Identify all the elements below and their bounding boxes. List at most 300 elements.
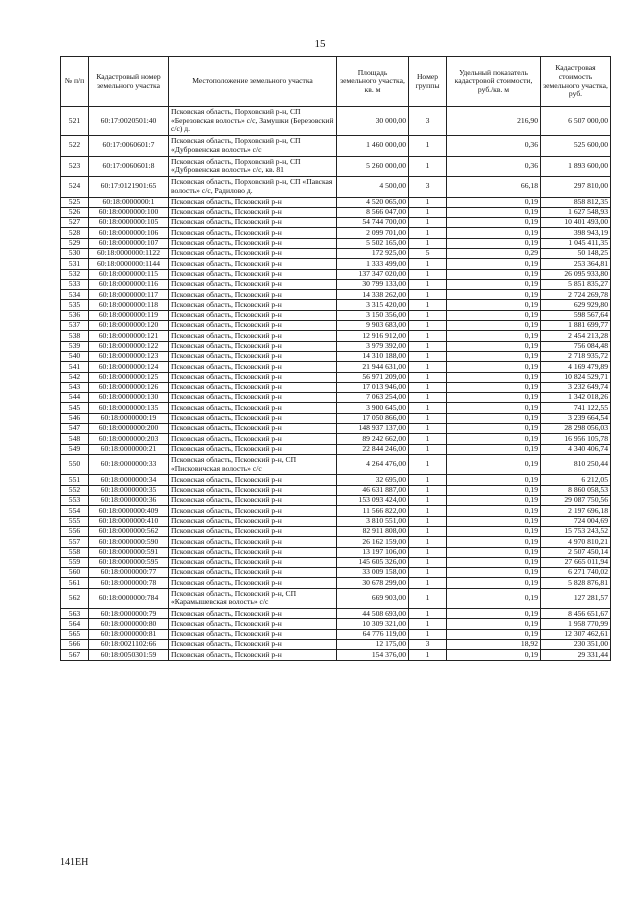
cell-location: Псковская область, Псковский р-н bbox=[169, 321, 337, 331]
cell-area: 21 944 631,00 bbox=[337, 362, 409, 372]
cell-unit-cost: 0,19 bbox=[447, 228, 541, 238]
cell-area: 5 502 165,00 bbox=[337, 238, 409, 248]
cell-cadastral: 60:18:0000000:1 bbox=[89, 197, 169, 207]
table-row bbox=[61, 136, 611, 157]
cell-unit-cost: 0,19 bbox=[447, 526, 541, 536]
cell-group: 1 bbox=[409, 393, 447, 403]
cell-group: 1 bbox=[409, 279, 447, 289]
page-number: 15 bbox=[314, 38, 326, 50]
cell-cost: 398 943,19 bbox=[541, 228, 611, 238]
cell-num: 528 bbox=[61, 228, 89, 238]
table-row bbox=[61, 454, 611, 475]
table-row bbox=[61, 207, 611, 217]
cell-num: 548 bbox=[61, 434, 89, 444]
footer-code: 141EH bbox=[60, 857, 89, 868]
cell-cadastral: 60:18:0000000:81 bbox=[89, 629, 169, 639]
cell-location: Псковская область, Псковский р-н bbox=[169, 269, 337, 279]
header-group: Номер группы bbox=[409, 57, 447, 107]
cell-unit-cost: 0,19 bbox=[447, 362, 541, 372]
cell-num: 535 bbox=[61, 300, 89, 310]
cell-group: 1 bbox=[409, 403, 447, 413]
cell-area: 3 900 645,00 bbox=[337, 403, 409, 413]
cell-unit-cost: 0,19 bbox=[447, 413, 541, 423]
cell-location: Псковская область, Псковский р-н bbox=[169, 516, 337, 526]
cell-location: Псковская область, Псковский р-н bbox=[169, 218, 337, 228]
cell-unit-cost: 0,36 bbox=[447, 156, 541, 177]
cell-area: 1 333 499,00 bbox=[337, 259, 409, 269]
table-row bbox=[61, 629, 611, 639]
cell-num: 521 bbox=[61, 107, 89, 136]
cell-unit-cost: 0,19 bbox=[447, 372, 541, 382]
cell-group: 1 bbox=[409, 413, 447, 423]
cell-area: 46 631 887,00 bbox=[337, 485, 409, 495]
cell-cadastral: 60:18:0000000:126 bbox=[89, 382, 169, 392]
cell-group: 1 bbox=[409, 537, 447, 547]
header-num: № п/п bbox=[61, 57, 89, 107]
cell-area: 64 776 119,00 bbox=[337, 629, 409, 639]
cell-location: Псковская область, Псковский р-н bbox=[169, 496, 337, 506]
cell-location: Псковская область, Псковский р-н bbox=[169, 300, 337, 310]
cell-cost: 26 095 933,80 bbox=[541, 269, 611, 279]
cell-area: 154 376,00 bbox=[337, 650, 409, 660]
header-area: Площадь земельного участка, кв. м bbox=[337, 57, 409, 107]
cell-cost: 230 351,00 bbox=[541, 640, 611, 650]
cell-group: 3 bbox=[409, 640, 447, 650]
cell-unit-cost: 0,19 bbox=[447, 475, 541, 485]
cell-cadastral: 60:18:0000000:121 bbox=[89, 331, 169, 341]
cell-num: 525 bbox=[61, 197, 89, 207]
header-cost: Кадастровая стоимость земельного участка, руб. bbox=[541, 57, 611, 107]
cell-unit-cost: 0,19 bbox=[447, 238, 541, 248]
table-row bbox=[61, 650, 611, 660]
cell-group: 1 bbox=[409, 238, 447, 248]
cell-cadastral: 60:17:0060601:7 bbox=[89, 136, 169, 157]
cell-num: 565 bbox=[61, 629, 89, 639]
cell-location: Псковская область, Псковский р-н bbox=[169, 640, 337, 650]
cell-num: 554 bbox=[61, 506, 89, 516]
cell-area: 9 903 683,00 bbox=[337, 321, 409, 331]
cell-cadastral: 60:18:0000000:105 bbox=[89, 218, 169, 228]
cell-unit-cost: 0,19 bbox=[447, 629, 541, 639]
cell-group: 1 bbox=[409, 629, 447, 639]
cell-num: 553 bbox=[61, 496, 89, 506]
table-row bbox=[61, 228, 611, 238]
table-row bbox=[61, 537, 611, 547]
cell-cost: 1 958 770,99 bbox=[541, 619, 611, 629]
cell-unit-cost: 0,19 bbox=[447, 516, 541, 526]
cell-location: Псковская область, Псковский р-н bbox=[169, 650, 337, 660]
cell-cost: 6 212,05 bbox=[541, 475, 611, 485]
cell-group: 1 bbox=[409, 434, 447, 444]
cell-group: 1 bbox=[409, 382, 447, 392]
cell-num: 522 bbox=[61, 136, 89, 157]
cell-cost: 2 197 696,18 bbox=[541, 506, 611, 516]
cell-cost: 29 087 750,56 bbox=[541, 496, 611, 506]
cell-group: 1 bbox=[409, 475, 447, 485]
cell-group: 1 bbox=[409, 485, 447, 495]
cell-num: 537 bbox=[61, 321, 89, 331]
cell-group: 1 bbox=[409, 454, 447, 475]
cell-num: 523 bbox=[61, 156, 89, 177]
cell-location: Псковская область, Псковский р-н bbox=[169, 547, 337, 557]
cell-unit-cost: 0,19 bbox=[447, 434, 541, 444]
cell-unit-cost: 0,19 bbox=[447, 300, 541, 310]
cell-cost: 10 824 529,71 bbox=[541, 372, 611, 382]
cell-cost: 27 665 011,94 bbox=[541, 557, 611, 567]
cell-cost: 50 148,25 bbox=[541, 248, 611, 258]
cell-cost: 1 893 600,00 bbox=[541, 156, 611, 177]
cell-cadastral: 60:18:0000000:117 bbox=[89, 290, 169, 300]
cell-area: 4 520 065,00 bbox=[337, 197, 409, 207]
cell-unit-cost: 0,19 bbox=[447, 444, 541, 454]
cell-location: Псковская область, Псковский р-н bbox=[169, 557, 337, 567]
cell-unit-cost: 0,19 bbox=[447, 321, 541, 331]
cell-location: Псковская область, Псковский р-н bbox=[169, 362, 337, 372]
cell-area: 8 566 047,00 bbox=[337, 207, 409, 217]
table-row bbox=[61, 424, 611, 434]
header-location: Местоположение земельного участка bbox=[169, 57, 337, 107]
cell-unit-cost: 0,19 bbox=[447, 197, 541, 207]
cell-unit-cost: 0,19 bbox=[447, 537, 541, 547]
cell-group: 1 bbox=[409, 310, 447, 320]
cell-area: 26 162 159,00 bbox=[337, 537, 409, 547]
cell-location: Псковская область, Псковский р-н bbox=[169, 279, 337, 289]
cell-location: Псковская область, Псковский р-н bbox=[169, 372, 337, 382]
cell-cadastral: 60:18:0000000:1144 bbox=[89, 259, 169, 269]
table-row bbox=[61, 156, 611, 177]
cell-location: Псковская область, Псковский р-н bbox=[169, 310, 337, 320]
cell-cost: 4 340 406,74 bbox=[541, 444, 611, 454]
cell-location: Псковская область, Псковский р-н bbox=[169, 351, 337, 361]
table-row bbox=[61, 578, 611, 588]
cell-cost: 28 298 056,03 bbox=[541, 424, 611, 434]
cell-group: 1 bbox=[409, 259, 447, 269]
cell-unit-cost: 0,19 bbox=[447, 331, 541, 341]
cell-location: Псковская область, Псковский р-н bbox=[169, 413, 337, 423]
table-row bbox=[61, 351, 611, 361]
cell-location: Псковская область, Псковский р-н bbox=[169, 475, 337, 485]
cell-cadastral: 60:18:0000000:409 bbox=[89, 506, 169, 516]
cell-cost: 598 567,64 bbox=[541, 310, 611, 320]
cell-cadastral: 60:17:0020501:40 bbox=[89, 107, 169, 136]
cell-area: 3 979 392,00 bbox=[337, 341, 409, 351]
cell-cadastral: 60:18:0000000:590 bbox=[89, 537, 169, 547]
cell-unit-cost: 0,19 bbox=[447, 341, 541, 351]
cell-area: 10 309 321,00 bbox=[337, 619, 409, 629]
cell-area: 2 099 701,00 bbox=[337, 228, 409, 238]
table-body bbox=[61, 107, 611, 661]
cell-num: 551 bbox=[61, 475, 89, 485]
cell-cost: 6 507 000,00 bbox=[541, 107, 611, 136]
cadastral-table bbox=[60, 56, 611, 661]
table-row bbox=[61, 331, 611, 341]
cell-cost: 3 239 664,54 bbox=[541, 413, 611, 423]
cell-location: Псковская область, Псковский р-н bbox=[169, 629, 337, 639]
cell-location: Псковская область, Псковский р-н bbox=[169, 537, 337, 547]
cell-cost: 629 929,80 bbox=[541, 300, 611, 310]
cell-location: Псковская область, Псковский р-н bbox=[169, 403, 337, 413]
cell-group: 1 bbox=[409, 207, 447, 217]
cell-location: Псковская область, Псковский р-н bbox=[169, 506, 337, 516]
cell-cadastral: 60:18:0000000:80 bbox=[89, 619, 169, 629]
cell-location: Псковская область, Псковский р-н bbox=[169, 248, 337, 258]
table-row bbox=[61, 640, 611, 650]
cell-area: 3 150 356,00 bbox=[337, 310, 409, 320]
cell-area: 17 013 946,00 bbox=[337, 382, 409, 392]
cell-location: Псковская область, Псковский р-н bbox=[169, 578, 337, 588]
cell-group: 3 bbox=[409, 177, 447, 198]
table-row bbox=[61, 341, 611, 351]
cell-cadastral: 60:18:0000000:135 bbox=[89, 403, 169, 413]
table-header-row bbox=[61, 57, 611, 107]
cell-cadastral: 60:18:0000000:784 bbox=[89, 588, 169, 609]
cell-location: Псковская область, Псковский р-н bbox=[169, 393, 337, 403]
table-row bbox=[61, 300, 611, 310]
cell-group: 1 bbox=[409, 506, 447, 516]
cell-unit-cost: 18,92 bbox=[447, 640, 541, 650]
cell-cadastral: 60:18:0000000:123 bbox=[89, 351, 169, 361]
cell-group: 1 bbox=[409, 424, 447, 434]
cell-num: 534 bbox=[61, 290, 89, 300]
cell-cadastral: 60:18:0000000:119 bbox=[89, 310, 169, 320]
cell-unit-cost: 0,19 bbox=[447, 454, 541, 475]
cell-num: 541 bbox=[61, 362, 89, 372]
cell-location: Псковская область, Порховский р-н, СП «Павская волость» с/с, Радилово д. bbox=[169, 177, 337, 198]
cell-location: Псковская область, Порховский р-н, СП «Дубровенская волость» с/с bbox=[169, 136, 337, 157]
cell-num: 530 bbox=[61, 248, 89, 258]
cell-unit-cost: 0,19 bbox=[447, 269, 541, 279]
cell-area: 12 916 912,00 bbox=[337, 331, 409, 341]
cell-cadastral: 60:18:0000000:130 bbox=[89, 393, 169, 403]
cell-area: 44 508 693,00 bbox=[337, 609, 409, 619]
cell-area: 54 744 700,00 bbox=[337, 218, 409, 228]
cell-cadastral: 60:17:0060601:8 bbox=[89, 156, 169, 177]
cell-cost: 12 307 462,61 bbox=[541, 629, 611, 639]
cell-group: 1 bbox=[409, 568, 447, 578]
cell-cadastral: 60:18:0000000:120 bbox=[89, 321, 169, 331]
cell-group: 1 bbox=[409, 156, 447, 177]
cell-group: 1 bbox=[409, 197, 447, 207]
cell-cost: 253 364,81 bbox=[541, 259, 611, 269]
table-row bbox=[61, 279, 611, 289]
cell-cost: 4 970 810,21 bbox=[541, 537, 611, 547]
cell-cost: 1 881 699,77 bbox=[541, 321, 611, 331]
table-row bbox=[61, 238, 611, 248]
table-row bbox=[61, 516, 611, 526]
cell-cost: 8 456 651,67 bbox=[541, 609, 611, 619]
cell-unit-cost: 0,19 bbox=[447, 382, 541, 392]
cell-num: 546 bbox=[61, 413, 89, 423]
table-row bbox=[61, 197, 611, 207]
cell-location: Псковская область, Псковский р-н bbox=[169, 434, 337, 444]
cell-cost: 16 956 105,78 bbox=[541, 434, 611, 444]
cell-unit-cost: 0,19 bbox=[447, 218, 541, 228]
header-cadastral: Кадастровый номер земельного участка bbox=[89, 57, 169, 107]
cell-group: 1 bbox=[409, 516, 447, 526]
cell-cadastral: 60:18:0000000:562 bbox=[89, 526, 169, 536]
cell-location: Псковская область, Псковский р-н bbox=[169, 207, 337, 217]
cell-cadastral: 60:18:0000000:35 bbox=[89, 485, 169, 495]
cell-area: 32 695,00 bbox=[337, 475, 409, 485]
cell-unit-cost: 0,19 bbox=[447, 485, 541, 495]
cell-num: 545 bbox=[61, 403, 89, 413]
cell-num: 539 bbox=[61, 341, 89, 351]
cell-cost: 1 045 411,35 bbox=[541, 238, 611, 248]
table-row bbox=[61, 372, 611, 382]
cell-num: 540 bbox=[61, 351, 89, 361]
cell-num: 544 bbox=[61, 393, 89, 403]
cell-location: Псковская область, Псковский р-н bbox=[169, 238, 337, 248]
cell-area: 30 678 299,00 bbox=[337, 578, 409, 588]
cell-area: 7 063 254,00 bbox=[337, 393, 409, 403]
cell-num: 542 bbox=[61, 372, 89, 382]
table-row bbox=[61, 413, 611, 423]
cell-group: 1 bbox=[409, 557, 447, 567]
cell-num: 524 bbox=[61, 177, 89, 198]
cell-area: 148 937 137,00 bbox=[337, 424, 409, 434]
cell-cadastral: 60:18:0000000:410 bbox=[89, 516, 169, 526]
cell-num: 550 bbox=[61, 454, 89, 475]
cell-cost: 15 753 243,52 bbox=[541, 526, 611, 536]
cell-area: 5 260 000,00 bbox=[337, 156, 409, 177]
cell-group: 1 bbox=[409, 588, 447, 609]
cell-cost: 2 454 213,28 bbox=[541, 331, 611, 341]
cell-num: 559 bbox=[61, 557, 89, 567]
cell-unit-cost: 0,19 bbox=[447, 650, 541, 660]
cell-cost: 8 860 058,53 bbox=[541, 485, 611, 495]
cell-cost: 2 724 269,78 bbox=[541, 290, 611, 300]
cell-num: 526 bbox=[61, 207, 89, 217]
cell-cost: 29 331,44 bbox=[541, 650, 611, 660]
cell-cadastral: 60:18:0000000:595 bbox=[89, 557, 169, 567]
cell-cadastral: 60:18:0000000:200 bbox=[89, 424, 169, 434]
cell-group: 1 bbox=[409, 526, 447, 536]
table-row bbox=[61, 547, 611, 557]
cell-location: Псковская область, Псковский р-н bbox=[169, 331, 337, 341]
table-row bbox=[61, 403, 611, 413]
cell-unit-cost: 0,19 bbox=[447, 557, 541, 567]
cell-group: 1 bbox=[409, 650, 447, 660]
cell-group: 1 bbox=[409, 444, 447, 454]
table-row bbox=[61, 557, 611, 567]
cell-location: Псковская область, Псковский р-н bbox=[169, 485, 337, 495]
table-row bbox=[61, 609, 611, 619]
cell-unit-cost: 216,90 bbox=[447, 107, 541, 136]
cell-cost: 2 718 935,72 bbox=[541, 351, 611, 361]
cell-cadastral: 60:18:0000000:33 bbox=[89, 454, 169, 475]
cell-num: 566 bbox=[61, 640, 89, 650]
cell-area: 14 310 188,00 bbox=[337, 351, 409, 361]
cell-unit-cost: 66,18 bbox=[447, 177, 541, 198]
cell-unit-cost: 0,19 bbox=[447, 351, 541, 361]
cell-cadastral: 60:18:0000000:122 bbox=[89, 341, 169, 351]
cell-group: 3 bbox=[409, 107, 447, 136]
table-row bbox=[61, 444, 611, 454]
cell-area: 145 605 326,00 bbox=[337, 557, 409, 567]
cell-num: 543 bbox=[61, 382, 89, 392]
cell-location: Псковская область, Псковский р-н bbox=[169, 568, 337, 578]
cell-num: 529 bbox=[61, 238, 89, 248]
table-row bbox=[61, 496, 611, 506]
cell-area: 172 925,00 bbox=[337, 248, 409, 258]
cell-unit-cost: 0,29 bbox=[447, 248, 541, 258]
table-row bbox=[61, 588, 611, 609]
cell-num: 538 bbox=[61, 331, 89, 341]
table-row bbox=[61, 485, 611, 495]
cell-group: 1 bbox=[409, 218, 447, 228]
cell-group: 1 bbox=[409, 228, 447, 238]
cell-cadastral: 60:18:0050301:59 bbox=[89, 650, 169, 660]
table-row bbox=[61, 177, 611, 198]
cell-cadastral: 60:17:0121901:65 bbox=[89, 177, 169, 198]
cell-cost: 756 084,48 bbox=[541, 341, 611, 351]
cell-group: 1 bbox=[409, 269, 447, 279]
cell-area: 3 810 551,00 bbox=[337, 516, 409, 526]
cell-cadastral: 60:18:0021102:66 bbox=[89, 640, 169, 650]
table-row bbox=[61, 107, 611, 136]
cell-cost: 10 401 493,00 bbox=[541, 218, 611, 228]
cell-cadastral: 60:18:0000000:100 bbox=[89, 207, 169, 217]
cell-location: Псковская область, Псковский р-н, СП «Писковичская волость» с/с bbox=[169, 454, 337, 475]
table-row bbox=[61, 321, 611, 331]
table-row bbox=[61, 269, 611, 279]
cell-cadastral: 60:18:0000000:34 bbox=[89, 475, 169, 485]
cell-group: 1 bbox=[409, 578, 447, 588]
cell-cadastral: 60:18:0000000:106 bbox=[89, 228, 169, 238]
cell-area: 82 911 808,00 bbox=[337, 526, 409, 536]
cell-num: 531 bbox=[61, 259, 89, 269]
cell-area: 13 197 106,00 bbox=[337, 547, 409, 557]
cell-location: Псковская область, Псковский р-н bbox=[169, 619, 337, 629]
cell-num: 533 bbox=[61, 279, 89, 289]
cell-location: Псковская область, Псковский р-н bbox=[169, 526, 337, 536]
cell-area: 3 315 420,00 bbox=[337, 300, 409, 310]
cell-num: 532 bbox=[61, 269, 89, 279]
cell-num: 564 bbox=[61, 619, 89, 629]
cell-area: 30 799 133,00 bbox=[337, 279, 409, 289]
cell-cost: 810 250,44 bbox=[541, 454, 611, 475]
cell-num: 527 bbox=[61, 218, 89, 228]
table-row bbox=[61, 568, 611, 578]
cell-group: 1 bbox=[409, 341, 447, 351]
cell-cost: 1 342 018,26 bbox=[541, 393, 611, 403]
cell-area: 17 050 866,00 bbox=[337, 413, 409, 423]
cell-cadastral: 60:18:0000000:19 bbox=[89, 413, 169, 423]
cell-location: Псковская область, Псковский р-н bbox=[169, 382, 337, 392]
cell-location: Псковская область, Псковский р-н bbox=[169, 259, 337, 269]
cell-cost: 525 600,00 bbox=[541, 136, 611, 157]
table-row bbox=[61, 526, 611, 536]
cell-num: 563 bbox=[61, 609, 89, 619]
cell-cost: 741 122,55 bbox=[541, 403, 611, 413]
cell-cadastral: 60:18:0000000:591 bbox=[89, 547, 169, 557]
cell-unit-cost: 0,19 bbox=[447, 393, 541, 403]
cell-unit-cost: 0,19 bbox=[447, 207, 541, 217]
cell-group: 1 bbox=[409, 331, 447, 341]
cell-location: Псковская область, Псковский р-н bbox=[169, 197, 337, 207]
cell-area: 33 009 158,00 bbox=[337, 568, 409, 578]
cell-group: 1 bbox=[409, 351, 447, 361]
cell-group: 1 bbox=[409, 290, 447, 300]
table-row bbox=[61, 290, 611, 300]
cell-cadastral: 60:18:0000000:1122 bbox=[89, 248, 169, 258]
cell-cadastral: 60:18:0000000:107 bbox=[89, 238, 169, 248]
table-row bbox=[61, 382, 611, 392]
cell-area: 153 093 424,00 bbox=[337, 496, 409, 506]
cell-location: Псковская область, Псковский р-н bbox=[169, 228, 337, 238]
cell-cost: 1 627 548,93 bbox=[541, 207, 611, 217]
cell-cost: 2 507 450,14 bbox=[541, 547, 611, 557]
